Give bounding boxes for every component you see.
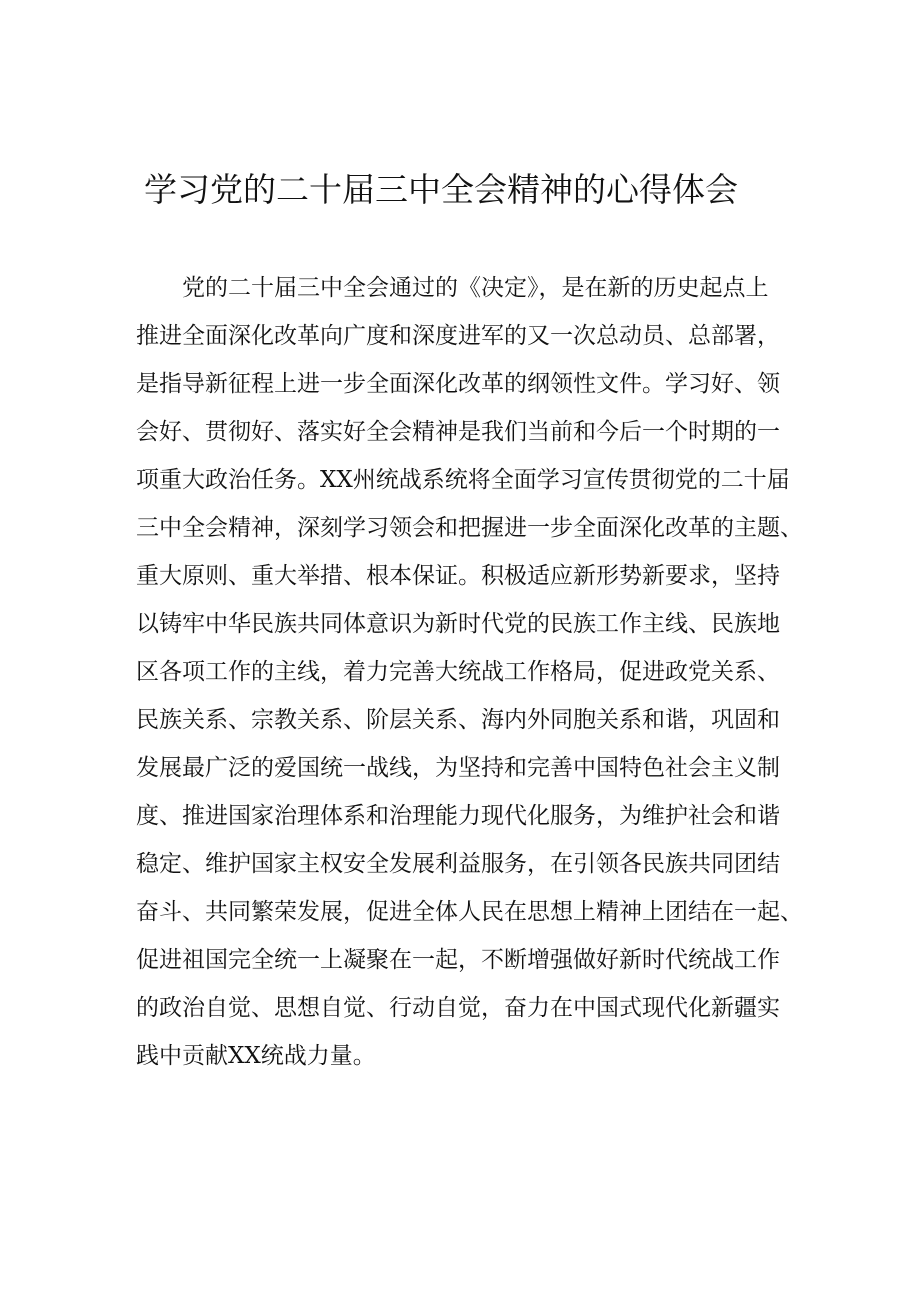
paragraph-line: 会好、贯彻好、落实好全会精神是我们当前和今后一个时期的一 [136, 419, 780, 445]
paragraph-line: 奋斗、共同繁荣发展，促进全体人民在思想上精神上团结在一起、 [136, 899, 803, 925]
paragraph-line: 稳定、维护国家主权安全发展利益服务，在引领各民族共同团结 [136, 851, 780, 877]
paragraph-line: 以铸牢中华民族共同体意识为新时代党的民族工作主线、民族地 [136, 611, 780, 637]
document-title: 学习党的二十届三中全会精神的心得体会 [144, 170, 738, 209]
paragraph-line: 促进祖国完全统一上凝聚在一起，不断增强做好新时代统战工作 [136, 947, 780, 973]
paragraph-line: 发展最广泛的爱国统一战线，为坚持和完善中国特色社会主义制 [136, 755, 780, 781]
paragraph-line: 践中贡献XX统战力量。 [136, 1043, 376, 1069]
paragraph-line: 的政治自觉、思想自觉、行动自觉，奋力在中国式现代化新疆实 [136, 995, 780, 1021]
paragraph-line: 区各项工作的主线，着力完善大统战工作格局，促进政党关系、 [136, 659, 780, 685]
document-body [136, 264, 806, 1080]
paragraph-line: 推进全面深化改革向广度和深度进军的又一次总动员、总部署， [136, 323, 780, 349]
paragraph-line: 度、推进国家治理体系和治理能力现代化服务，为维护社会和谐 [136, 803, 780, 829]
paragraph-line: 是指导新征程上进一步全面深化改革的纲领性文件。学习好、领 [136, 371, 780, 397]
paragraph-line: 党的二十届三中全会通过的《决定》，是在新的历史起点上 [182, 275, 769, 301]
paragraph-line: 项重大政治任务。XX州统战系统将全面学习宣传贯彻党的二十届 [136, 467, 790, 493]
paragraph-line: 重大原则、重大举措、根本保证。积极适应新形势新要求，坚持 [136, 563, 780, 589]
paragraph-line: 三中全会精神，深刻学习领会和把握进一步全面深化改革的主题、 [136, 515, 803, 541]
paragraph-line: 民族关系、宗教关系、阶层关系、海内外同胞关系和谐，巩固和 [136, 707, 780, 733]
